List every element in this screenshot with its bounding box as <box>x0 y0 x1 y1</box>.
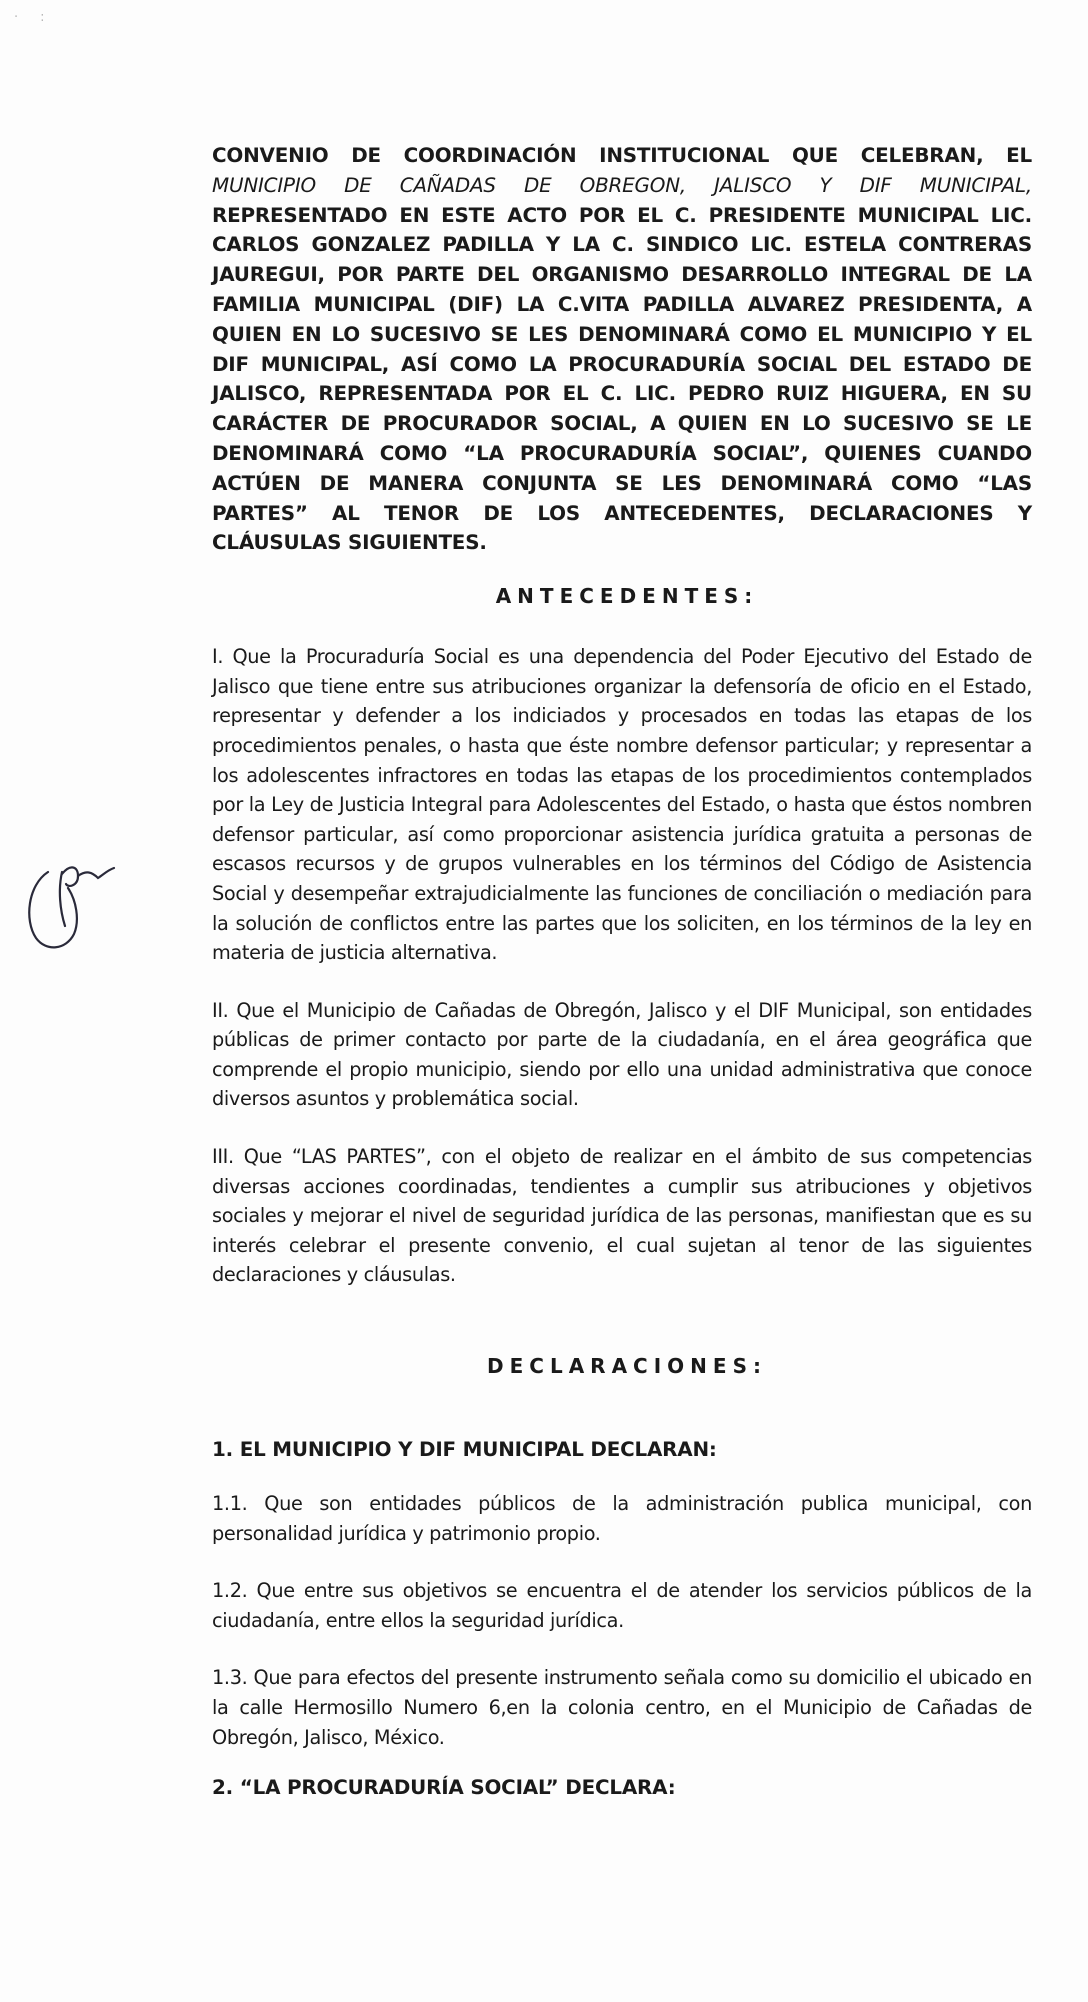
declaraciones-title: DECLARACIONES: <box>487 1354 767 1379</box>
handwritten-signature <box>18 850 128 960</box>
antecedentes-title: ANTECEDENTES: <box>495 584 759 609</box>
intro-italic-municipality: MUNICIPIO DE CAÑADAS DE OBREGON, JALISCO Y DIF MUNICIPAL, <box>212 173 1032 197</box>
scan-corner-marks: ·: <box>14 10 67 25</box>
declaration-1-2: 1.2. Que entre sus objetivos se encuentra el de atender los servicios públicos de la ciudadanía, entre ellos la seguridad jurídica. <box>212 1579 1032 1632</box>
antecedente-1: I. Que la Procuraduría Social es una dependencia del Poder Ejecutivo del Estado de Jalisco que tiene entre sus atribuciones organizar la defensoría de oficio en el Estado, representar y defender a los indiciados y procesados en todas las etapas de los procedimientos penales, o hasta que éste nombre defensor particular; y representar a los adolescentes infractores en todas las etapas de los procedimientos contemplados por la Ley de Justicia Integral para Adolescentes del Estado, o hasta que éstos nombren defensor particular, así como proporcionar asistencia jurídica gratuita a personas de escasos recursos y de grupos vulnerables en los términos del Código de Asistencia Social y desempeñar extrajudicialmente las funciones de conciliación o mediación para la solución de conflictos entre las partes que los soliciten, en los términos de la ley en materia de justicia alternativa. <box>212 645 1032 965</box>
intro-part-1: CONVENIO DE COORDINACIÓN INSTITUCIONAL QUE CELEBRAN, EL <box>212 144 1032 167</box>
declaration-1-3: 1.3. Que para efectos del presente instrumento señala como su domicilio el ubicado en la calle Hermosillo Numero 6,en la colonia centro, en el Municipio de Cañadas de Obregón, Jalisco, México. <box>212 1666 1032 1749</box>
declaration-1-1: 1.1. Que son entidades públicos de la administración publica municipal, con personalidad jurídica y patrimonio propio. <box>212 1492 1032 1545</box>
agreement-intro <box>212 141 1032 558</box>
antecedente-3: III. Que “LAS PARTES”, con el objeto de realizar en el ámbito de sus competencias diversas acciones coordinadas, tendientes a cumplir sus atribuciones y objetivos sociales y mejorar el nivel de seguridad jurídica de las personas, manifiestan que es su interés celebrar el presente convenio, el cual sujetan al tenor de las siguientes declaraciones y cláusulas. <box>212 1145 1032 1287</box>
section-1-heading: 1. EL MUNICIPIO Y DIF MUNICIPAL DECLARAN: <box>212 1438 717 1462</box>
document-body <box>212 141 1032 1799</box>
intro-part-2: REPRESENTADO EN ESTE ACTO POR EL C. PRESIDENTE MUNICIPAL LIC. CARLOS GONZALEZ PADILLA Y LA C. SINDICO LIC. ESTELA CONTRERAS JAUREGUI, POR PARTE DEL ORGANISMO DESARROLLO INTEGRAL DE LA FAMILIA MUNICIPAL (DIF) LA C.VITA PADILLA ALVAREZ PRESIDENTA, A QUIEN EN LO SUCESIVO SE LES DENOMINARÁ COMO EL MUNICIPIO Y EL DIF MUNICIPAL, ASÍ COMO LA PROCURADURÍA SOCIAL DEL ESTADO DE JALISCO, REPRESENTADA POR EL C. LIC. PEDRO RUIZ HIGUERA, EN SU CARÁCTER DE PROCURADOR SOCIAL, A QUIEN EN LO SUCESIVO SE LE DENOMINARÁ COMO “LA PROCURADURÍA SOCIAL”, QUIENES CUANDO ACTÚEN DE MANERA CONJUNTA SE LES DENOMINARÁ COMO “LAS PARTES” AL TENOR DE LOS ANTECEDENTES, DECLARACIONES Y CLÁUSULAS SIGUIENTES. <box>212 203 1032 555</box>
section-2-heading: 2. “LA PROCURADURÍA SOCIAL” DECLARA: <box>212 1776 676 1800</box>
antecedente-2: II. Que el Municipio de Cañadas de Obregón, Jalisco y el DIF Municipal, son entidades públicas de primer contacto por parte de la ciudadanía, en el área geográfica que comprende el propio municipio, siendo por ello una unidad administrativa que conoce diversos asuntos y problemática social. <box>212 998 1032 1111</box>
